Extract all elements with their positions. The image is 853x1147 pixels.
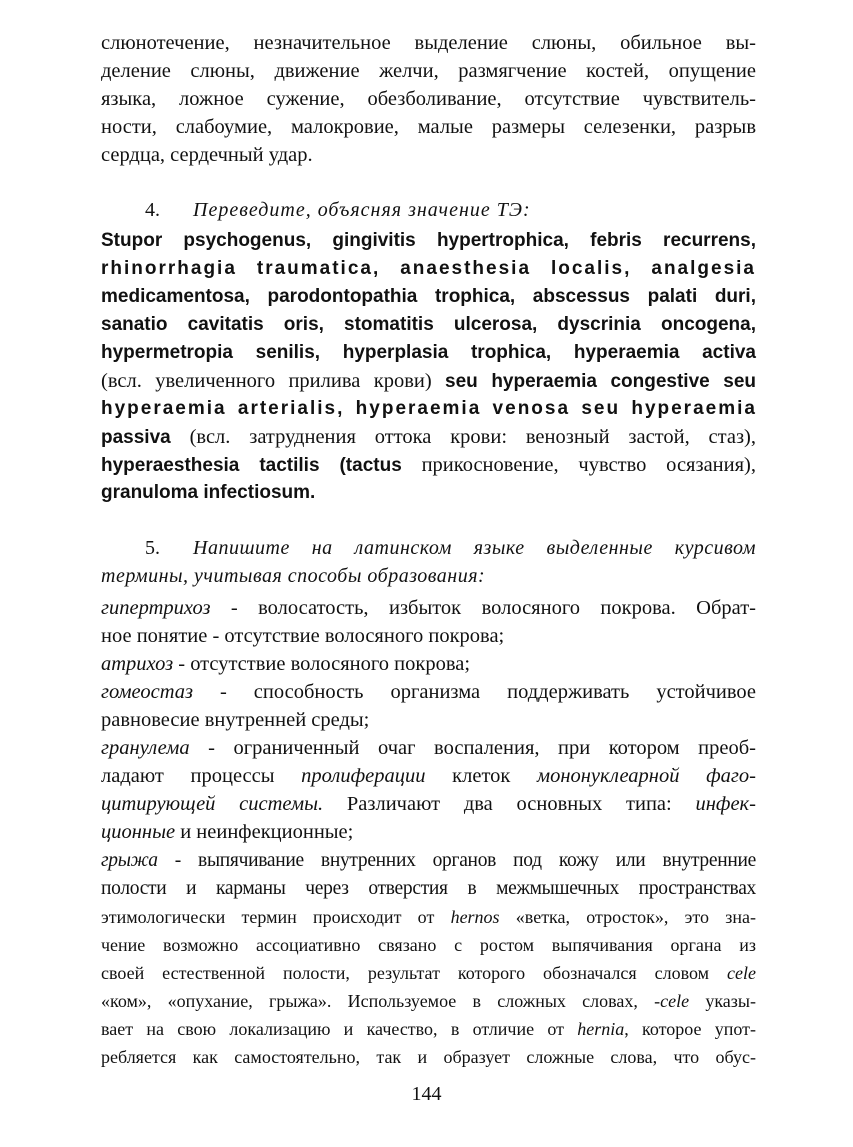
term-hernia: грыжа (101, 850, 158, 871)
term-infectious-end: ционные (101, 821, 176, 843)
hernia-line-5 (101, 959, 756, 987)
term-cele-suffix: -cele (654, 991, 690, 1011)
hernia-line-8: ребляется как самостоятельно, так и образует сложные слова, что обус- (101, 1047, 756, 1067)
para1-line-1: слюнотечение, незначительное выделение слюны, обильное вы- (101, 32, 756, 54)
hernia-etym-a: этимологически термин происходит от (101, 907, 451, 927)
page-number: 144 (411, 1083, 442, 1105)
term-atrichosis: атрихоз (101, 653, 174, 675)
task4-line-9-latin: hyperaesthesia tactilis (tactus (101, 455, 402, 476)
hernia-etym-g: вает на свою локализацию и качество, в отличие от (101, 1019, 578, 1039)
term-hypertrichosis-line-1 (101, 594, 756, 622)
term-hernia-def: - выпячивание внутренних органов под кожу или внутренние (157, 850, 756, 871)
hernia-line-4: чение возможно ассоциативно связано с ростом выпячивания органа из (101, 935, 756, 955)
granuloma-text-a: ладают процессы (101, 765, 302, 787)
para1-line-3: языка, ложное сужение, обезболивание, отсутствие чувствитель- (101, 88, 756, 110)
term-homeostasis-line-1 (101, 678, 756, 706)
term-phagocyte-system: цитирующей системы. (101, 793, 324, 815)
term-homeostasis-line-2: равновесие внутренней среды; (101, 709, 370, 731)
term-atrichosis-def: - отсутствие волосяного покрова; (173, 653, 471, 675)
term-hypertrichosis-line-2: ное понятие - отсутствие волосяного покрова; (101, 625, 505, 647)
term-granuloma: гранулема (101, 737, 190, 759)
term-hernos: hernos (450, 907, 500, 927)
term-hypertrichosis: гипертрихоз (101, 597, 211, 619)
hernia-etym-e: «ком», «опухание, грыжа». Используемое в сложных словах, (101, 991, 655, 1011)
task5-number: 5. (145, 537, 160, 559)
hernia-etym-h: , которое упот- (624, 1019, 757, 1039)
task5-heading-line-1: Напишите на латинском языке выделенные курсивом (193, 537, 756, 559)
task4-line-2: rhinorrhagia traumatica, anaesthesia localis, analgesia (101, 258, 756, 279)
task4-line-9 (101, 451, 756, 480)
term-homeostasis: гомеостаз (101, 681, 194, 703)
term-granuloma-line-3 (101, 790, 756, 818)
term-infectious: инфек- (695, 793, 756, 815)
hernia-line-6 (101, 987, 756, 1015)
para1-line-2: деление слюны, движение желчи, размягчение костей, опущение (101, 60, 756, 82)
task4-line-8-note: (всл. затруднения оттока крови: венозный застой, стаз), (170, 426, 756, 448)
task5-heading-line-2: термины, учитывая способы образования: (101, 565, 486, 587)
task4-line-1: Stupor psychogenus, gingivitis hypertrophica, febris recurrens, (101, 230, 756, 251)
granuloma-text-c: клеток (425, 765, 537, 787)
hernia-etym-c: «ветка, отросток», это зна- (499, 907, 756, 927)
task4-line-9-note: прикосновение, чувство осязания), (401, 454, 756, 476)
granuloma-text-end: и неинфекционные; (175, 821, 354, 843)
term-homeostasis-def: - способность организма поддерживать устойчивое (193, 681, 756, 703)
task4-line-5: hypermetropia senilis, hyperplasia trophica, hyperaemia activa (101, 342, 756, 363)
task4-line-3: medicamentosa, parodontopathia trophica, abscessus palati duri, (101, 286, 756, 307)
task4-line-7: hyperaemia arterialis, hyperaemia venosa seu hyperaemia (101, 398, 757, 419)
term-granuloma-line-1 (101, 734, 756, 762)
term-hernia-line-1 (101, 847, 756, 875)
para1-line-4: ности, слабоумие, малокровие, малые размеры селезенки, разрыв (101, 116, 756, 138)
para1-line-5: сердца, сердечный удар. (101, 144, 313, 166)
task4-line-8-latin: passiva (101, 427, 171, 448)
task4-line-6-latin: seu hyperaemia congestive seu (445, 371, 756, 392)
hernia-line-7 (101, 1015, 756, 1043)
term-granuloma-line-4 (101, 818, 353, 846)
term-atrichosis-line (101, 650, 470, 678)
term-granuloma-def: - ограниченный очаг воспаления, при котором преоб- (189, 737, 756, 759)
task4-number: 4. (145, 199, 160, 221)
task4-heading: Переведите, объясняя значение ТЭ: (193, 199, 531, 221)
task4-line-6 (101, 367, 756, 396)
term-cele: cele (727, 963, 756, 983)
hernia-line-3 (101, 903, 756, 931)
hernia-line-2: полости и карманы через отверстия в межмышечных пространствах (101, 878, 756, 899)
term-granuloma-line-2 (101, 762, 756, 790)
task4-line-10: granuloma infectiosum. (101, 482, 316, 503)
task4-line-6-note: (всл. увеличенного прилива крови) (101, 370, 446, 392)
hernia-etym-f: указы- (689, 991, 756, 1011)
hernia-etym-d: своей естественной полости, результат которого обозначался словом (101, 963, 728, 983)
term-mononuclear: мононуклеарной фаго- (537, 765, 756, 787)
granuloma-text-types: Различают два основных типа: (323, 793, 696, 815)
term-hypertrichosis-def: - волосатость, избыток волосяного покрова. Обрат- (210, 597, 756, 619)
term-proliferation: пролиферации (301, 765, 426, 787)
task4-line-8 (101, 423, 756, 452)
term-hernia-latin: hernia (577, 1019, 625, 1039)
task4-line-4: sanatio cavitatis oris, stomatitis ulcerosa, dyscrinia oncogena, (101, 314, 756, 335)
